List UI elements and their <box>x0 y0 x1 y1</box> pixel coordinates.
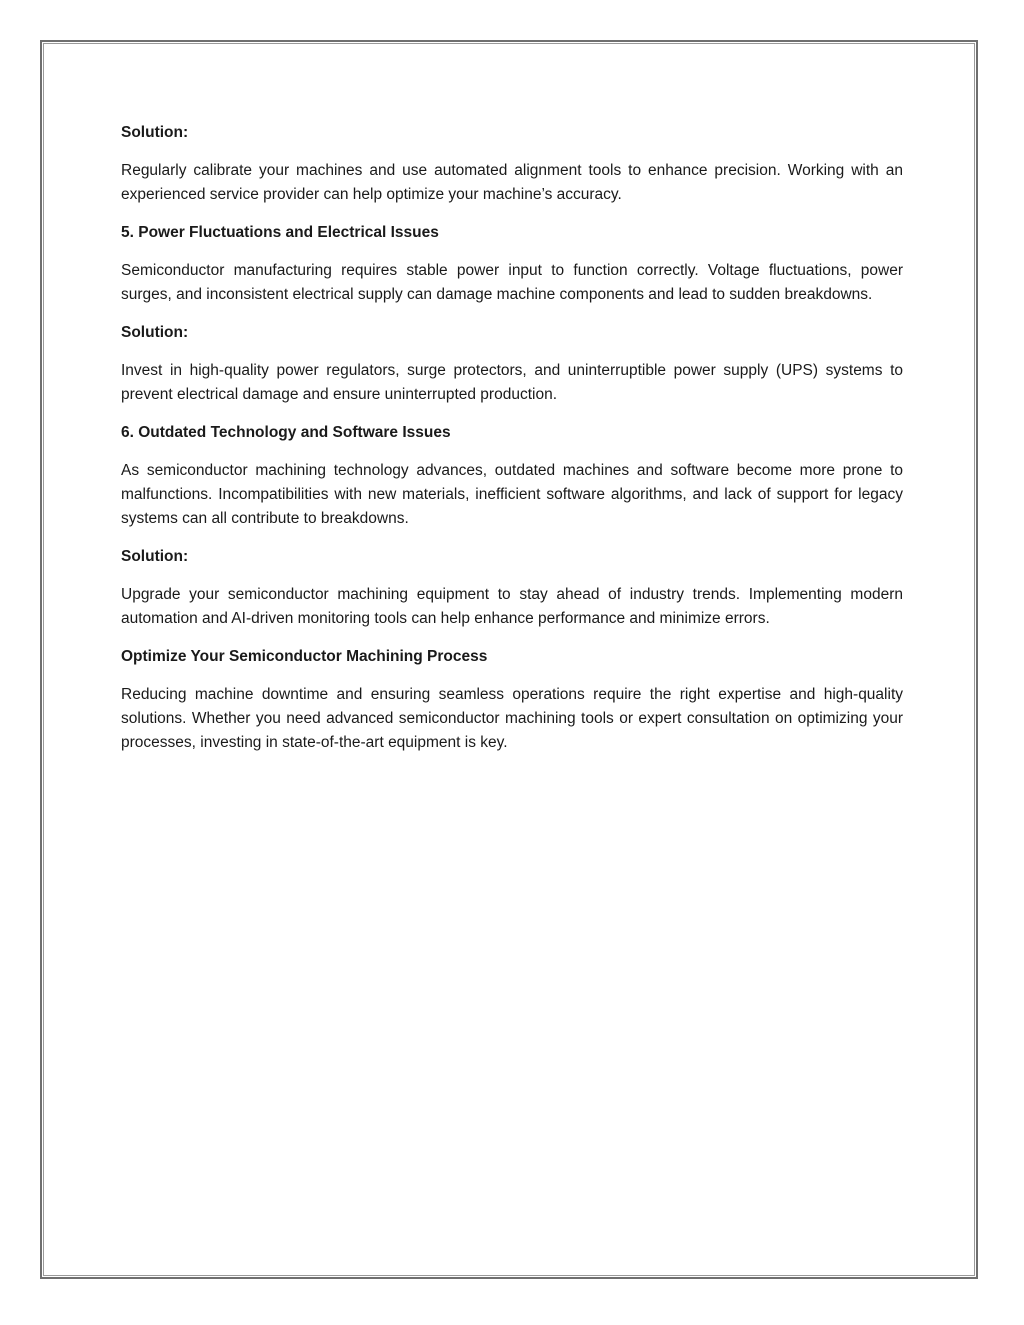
section-paragraph-power-fluctuations: Semiconductor manufacturing requires stable power input to function correctly. Voltage fluctuations, power surges, and inconsistent electrical supply can damage machine components and lead to sudden breakdowns. <box>121 262 903 303</box>
solution-heading-1: Solution: <box>121 124 189 141</box>
solution-paragraph-1: Regularly calibrate your machines and use automated alignment tools to enhance precision. Working with an experienced service provider can help optimize your machine’s accuracy. <box>121 162 903 203</box>
section-heading-power-fluctuations: 5. Power Fluctuations and Electrical Issues <box>121 224 439 241</box>
section-paragraph-optimize-process: Reducing machine downtime and ensuring seamless operations require the right expertise and high-quality solutions. Whether you need advanced semiconductor machining tools or expert consultation on optimizing your processes, investing in state-of-the-art equipment is key. <box>121 686 903 751</box>
solution-paragraph-3: Upgrade your semiconductor machining equipment to stay ahead of industry trends. Implementing modern automation and AI-driven monitoring tools can help enhance performance and minimize errors. <box>121 586 903 627</box>
section-heading-outdated-technology: 6. Outdated Technology and Software Issues <box>121 424 451 441</box>
section-heading-optimize-process: Optimize Your Semiconductor Machining Process <box>121 648 488 665</box>
document-body <box>121 121 903 769</box>
section-paragraph-outdated-technology: As semiconductor machining technology advances, outdated machines and software become more prone to malfunctions. Incompatibilities with new materials, inefficient software algorithms, and lack of support for legacy systems can all contribute to breakdowns. <box>121 462 903 527</box>
solution-heading-2: Solution: <box>121 324 189 341</box>
solution-heading-3: Solution: <box>121 548 189 565</box>
solution-paragraph-2: Invest in high-quality power regulators, surge protectors, and uninterruptible power supply (UPS) systems to prevent electrical damage and ensure uninterrupted production. <box>121 362 903 403</box>
